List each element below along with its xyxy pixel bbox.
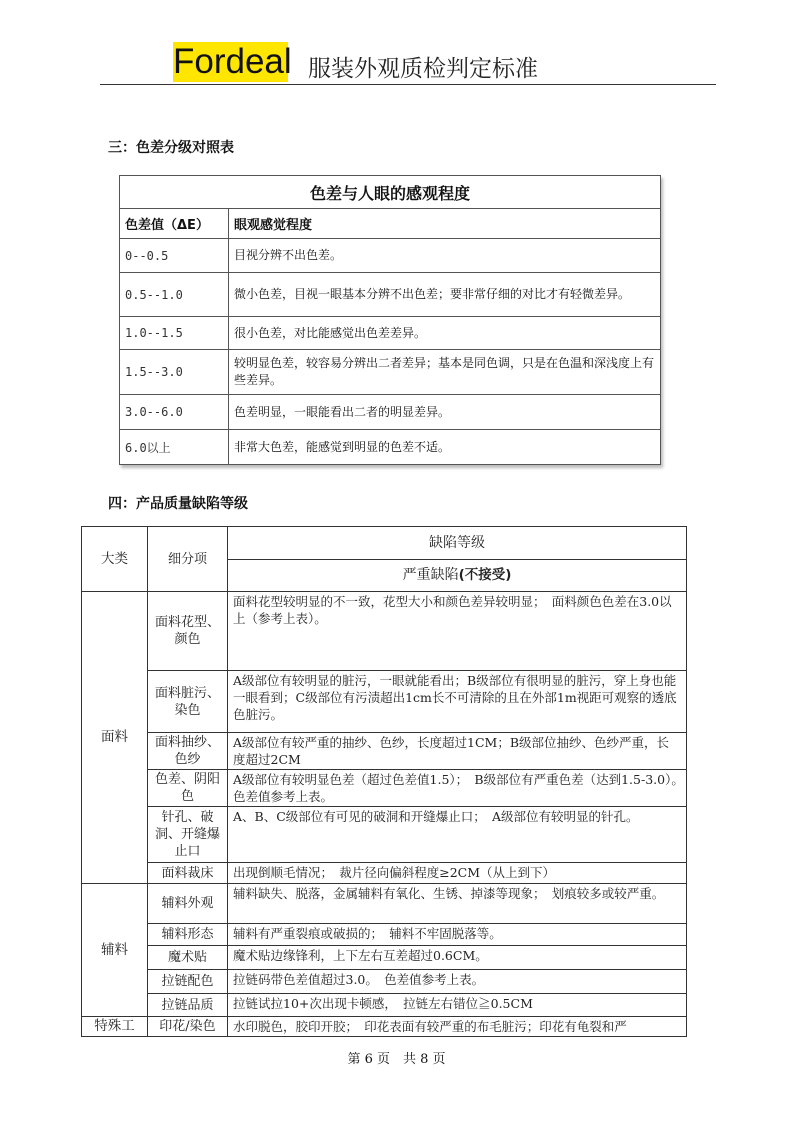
category-fabric: 面料 <box>82 592 148 884</box>
perception-desc: 微小色差，目视一眼基本分辨不出色差；要非常仔细的对比才有轻微差异。 <box>229 273 661 317</box>
perception-desc: 很小色差，对比能感觉出色差差异。 <box>229 317 661 350</box>
defect-desc: A、B、C级部位有可见的破洞和开缝爆止口； A级部位有较明显的针孔。 <box>228 807 687 863</box>
category-accessory: 辅料 <box>82 884 148 1017</box>
defect-desc: A级部位有较明显色差（超过色差值1.5）； B级部位有严重色差（达到1.5-3.0）。 色差值参考上表。 <box>228 770 687 807</box>
sub-item: 辅料外观 <box>148 884 228 924</box>
sub-item: 面料脏污、染色 <box>148 671 228 733</box>
defect-level-table <box>81 526 691 1037</box>
header-category: 大类 <box>82 527 148 592</box>
sub-item: 面料抽纱、色纱 <box>148 733 228 770</box>
column-header-delta-e: 色差值（ΔE） <box>120 209 229 239</box>
severe-label: 严重缺陷 <box>402 567 459 583</box>
delta-e-range: 1.0--1.5 <box>120 317 229 350</box>
sub-item: 色差、阴阳色 <box>148 770 228 807</box>
category-special-process: 特殊工 <box>82 1017 148 1037</box>
section-heading-defect-levels: 四：产品质量缺陷等级 <box>108 496 248 512</box>
header-divider <box>100 84 716 85</box>
document-title: 服装外观质检判定标准 <box>308 56 538 82</box>
sub-item: 面料裁床 <box>148 863 228 884</box>
not-accepted-label: (不接受) <box>458 567 512 583</box>
delta-e-range: 6.0以上 <box>120 430 229 465</box>
defect-desc: 拉链码带色差值超过3.0。 色差值参考上表。 <box>228 970 687 994</box>
delta-e-range: 3.0--6.0 <box>120 395 229 430</box>
page-footer: 第 6 页 共 8 页 <box>347 1052 446 1067</box>
delta-e-range: 1.5--3.0 <box>120 350 229 395</box>
sub-item: 拉链配色 <box>148 970 228 994</box>
header-severe-defect <box>228 560 687 592</box>
sub-item: 魔术贴 <box>148 946 228 970</box>
defect-desc: 水印脱色，胶印开胶； 印花表面有较严重的布毛脏污；印花有龟裂和严 <box>228 1017 687 1037</box>
header-defect-level: 缺陷等级 <box>228 527 687 560</box>
defect-desc: A级部位有较明显的脏污，一眼就能看出；B级部位有很明显的脏污，穿上身也能一眼看到；C级部位有污渍超出1cm长不可清除的且在外部1m视距可观察的透底色脏污。 <box>228 671 687 733</box>
defect-desc: 出现倒顺毛情况； 裁片径向偏斜程度≥2CM（从上到下） <box>228 863 687 884</box>
column-header-perception: 眼观感觉程度 <box>229 209 661 239</box>
sub-item: 面料花型、颜色 <box>148 592 228 671</box>
defect-desc: 面料花型较明显的不一致，花型大小和颜色差异较明显； 面料颜色色差在3.0以上（参考上表）。 <box>228 592 687 671</box>
defect-desc: A级部位有较严重的抽纱、色纱，长度超过1CM；B级部位抽纱、色纱严重，长度超过2CM <box>228 733 687 770</box>
sub-item: 拉链品质 <box>148 994 228 1017</box>
defect-desc: 魔术贴边缘锋利，上下左右互差超过0.6CM。 <box>228 946 687 970</box>
sub-item: 针孔、破洞、开缝爆止口 <box>148 807 228 863</box>
section-heading-color-difference: 三：色差分级对照表 <box>108 140 234 156</box>
defect-desc: 拉链试拉10+次出现卡顿感， 拉链左右错位≧0.5CM <box>228 994 687 1017</box>
delta-e-range: 0.5--1.0 <box>120 273 229 317</box>
sub-item: 辅料形态 <box>148 924 228 946</box>
defect-desc: 辅料缺失、脱落，金属辅料有氧化、生锈、掉漆等现象； 划痕较多或较严重。 <box>228 884 687 924</box>
perception-desc: 色差明显，一眼能看出二者的明显差异。 <box>229 395 661 430</box>
perception-desc: 目视分辨不出色差。 <box>229 239 661 273</box>
header-sub-item: 细分项 <box>148 527 228 592</box>
perception-desc: 较明显色差，较容易分辨出二者差异；基本是同色调，只是在色温和深浅度上有些差异。 <box>229 350 661 395</box>
sub-item: 印花/染色 <box>148 1017 228 1037</box>
color-difference-table <box>119 175 661 465</box>
delta-e-range: 0--0.5 <box>120 239 229 273</box>
perception-desc: 非常大色差，能感觉到明显的色差不适。 <box>229 430 661 465</box>
defect-desc: 辅料有严重裂痕或破损的； 辅料不牢固脱落等。 <box>228 924 687 946</box>
table-caption: 色差与人眼的感观程度 <box>120 176 661 209</box>
brand-logo: Fordeal <box>173 42 292 81</box>
